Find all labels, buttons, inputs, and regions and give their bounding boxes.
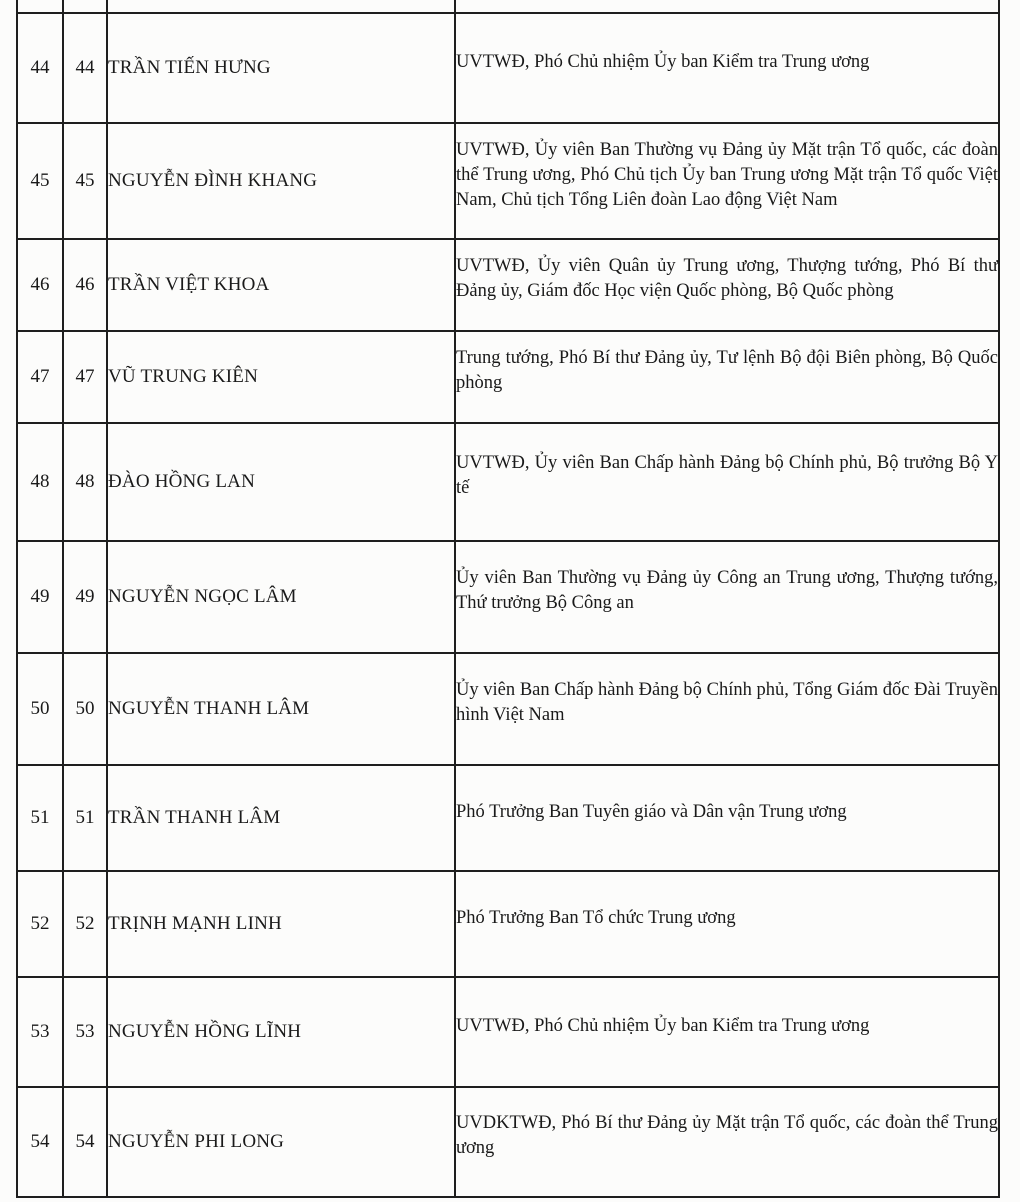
name-cell: ĐÀO HỒNG LAN (107, 423, 455, 541)
table-row (17, 239, 999, 331)
table-row (17, 765, 999, 871)
position-text: UVTWĐ, Phó Chủ nhiệm Ủy ban Kiểm tra Trung ương (456, 1015, 870, 1036)
stt-cell: 47 (17, 331, 63, 423)
number-cell: 52 (63, 871, 107, 977)
table-row (17, 871, 999, 977)
position-text: UVTWĐ, Phó Chủ nhiệm Ủy ban Kiểm tra Trung ương (456, 51, 870, 72)
position-cell (455, 239, 999, 331)
table-row-previous-page (17, 0, 999, 13)
position-cell (455, 331, 999, 423)
position-text: Phó Trưởng Ban Tổ chức Trung ương (456, 907, 736, 928)
number-cell: 44 (63, 13, 107, 123)
stt-cell: 50 (17, 653, 63, 765)
position-cell (455, 653, 999, 765)
stt-cell: 48 (17, 423, 63, 541)
number-cell: 51 (63, 765, 107, 871)
name-cell: TRẦN VIỆT KHOA (107, 239, 455, 331)
table-row (17, 1087, 999, 1197)
cell (455, 0, 999, 13)
name-cell: NGUYỄN NGỌC LÂM (107, 541, 455, 653)
position-text: UVTWĐ, Ủy viên Ban Chấp hành Đảng bộ Chính phủ, Bộ trưởng Bộ Y tế (456, 453, 998, 498)
stt-cell: 49 (17, 541, 63, 653)
table-row (17, 331, 999, 423)
table-row (17, 123, 999, 239)
name-cell: TRỊNH MẠNH LINH (107, 871, 455, 977)
name-cell: VŨ TRUNG KIÊN (107, 331, 455, 423)
table-row (17, 977, 999, 1087)
number-cell: 53 (63, 977, 107, 1087)
stt-cell: 53 (17, 977, 63, 1087)
stt-cell: 46 (17, 239, 63, 331)
cell (17, 0, 63, 13)
position-cell (455, 871, 999, 977)
position-text: UVTWĐ, Ủy viên Ban Thường vụ Đảng ủy Mặt trận Tổ quốc, các đoàn thể Trung ương, Phó Chủ tịch Ủy ban Trung ương Mặt trận Tổ quốc Việt Nam, Chủ tịch Tổng Liên đoàn Lao động Việt Nam (456, 139, 998, 210)
stt-cell: 51 (17, 765, 63, 871)
number-cell: 49 (63, 541, 107, 653)
name-cell: TRẦN TIẾN HƯNG (107, 13, 455, 123)
name-cell: NGUYỄN THANH LÂM (107, 653, 455, 765)
position-cell (455, 13, 999, 123)
table-body (17, 0, 999, 1197)
position-text: UVTWĐ, Ủy viên Quân ủy Trung ương, Thượng tướng, Phó Bí thư Đảng ủy, Giám đốc Học viện Quốc phòng, Bộ Quốc phòng (456, 256, 998, 301)
position-text: UVDKTWĐ, Phó Bí thư Đảng ủy Mặt trận Tổ quốc, các đoàn thể Trung ương (456, 1113, 998, 1158)
position-cell (455, 765, 999, 871)
position-text: Phó Trưởng Ban Tuyên giáo và Dân vận Trung ương (456, 801, 847, 822)
number-cell: 48 (63, 423, 107, 541)
position-cell (455, 123, 999, 239)
number-cell: 50 (63, 653, 107, 765)
number-cell: 46 (63, 239, 107, 331)
number-cell: 47 (63, 331, 107, 423)
number-cell: 54 (63, 1087, 107, 1197)
position-cell (455, 541, 999, 653)
position-text: Trung tướng, Phó Bí thư Đảng ủy, Tư lệnh Bộ đội Biên phòng, Bộ Quốc phòng (456, 348, 998, 393)
cell (63, 0, 107, 13)
position-cell (455, 423, 999, 541)
stt-cell: 45 (17, 123, 63, 239)
position-cell (455, 1087, 999, 1197)
stt-cell: 44 (17, 13, 63, 123)
cell (107, 0, 455, 13)
name-cell: NGUYỄN HỒNG LĨNH (107, 977, 455, 1087)
table-row (17, 653, 999, 765)
name-cell: NGUYỄN ĐÌNH KHANG (107, 123, 455, 239)
table-row (17, 423, 999, 541)
name-cell: TRẦN THANH LÂM (107, 765, 455, 871)
personnel-table (16, 0, 1000, 1198)
position-text: Ủy viên Ban Thường vụ Đảng ủy Công an Trung ương, Thượng tướng, Thứ trưởng Bộ Công an (456, 568, 998, 613)
table-row (17, 541, 999, 653)
stt-cell: 54 (17, 1087, 63, 1197)
table-row (17, 13, 999, 123)
name-cell: NGUYỄN PHI LONG (107, 1087, 455, 1197)
position-cell (455, 977, 999, 1087)
number-cell: 45 (63, 123, 107, 239)
position-text: Ủy viên Ban Chấp hành Đảng bộ Chính phủ, Tổng Giám đốc Đài Truyền hình Việt Nam (456, 680, 998, 725)
stt-cell: 52 (17, 871, 63, 977)
